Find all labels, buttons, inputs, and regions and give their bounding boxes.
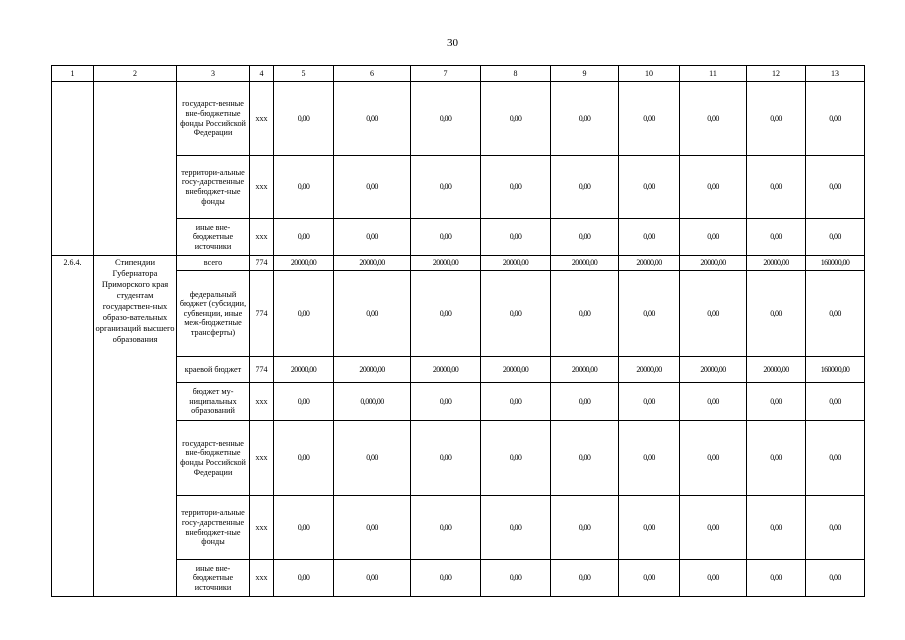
value-cell: 0,00	[411, 383, 481, 421]
value-cell: 0,00	[747, 219, 806, 256]
value-cell: 0,00	[680, 271, 747, 357]
value-cell: 0,00	[806, 560, 865, 597]
code-cell: 774	[250, 256, 274, 271]
empty-number-cell	[52, 82, 94, 256]
value-cell: 0,00	[619, 219, 680, 256]
funding-source-cell: государст-венные вне-бюджетные фонды Российской Федерации	[177, 82, 250, 156]
value-cell: 20000,00	[274, 357, 334, 383]
value-cell: 0,00	[334, 156, 411, 219]
header-cell-6: 6	[334, 66, 411, 82]
value-cell: 0,00	[806, 82, 865, 156]
value-cell: 0,00	[619, 82, 680, 156]
value-cell: 0,00	[334, 421, 411, 496]
header-cell-10: 10	[619, 66, 680, 82]
value-cell: 0,00	[806, 219, 865, 256]
value-cell: 0,00	[747, 82, 806, 156]
value-cell: 20000,00	[680, 256, 747, 271]
value-cell: 0,00	[747, 496, 806, 560]
value-cell: 0,00	[411, 156, 481, 219]
value-cell: 20000,00	[411, 357, 481, 383]
value-cell: 20000,00	[334, 256, 411, 271]
empty-name-cell	[94, 82, 177, 256]
value-cell: 20000,00	[747, 256, 806, 271]
value-cell: 0,000,00	[334, 383, 411, 421]
value-cell: 0,00	[747, 560, 806, 597]
value-cell: 0,00	[481, 383, 551, 421]
value-cell: 0,00	[481, 82, 551, 156]
value-cell: 0,00	[806, 383, 865, 421]
code-cell: ххх	[250, 82, 274, 156]
value-cell: 0,00	[334, 496, 411, 560]
value-cell: 0,00	[411, 560, 481, 597]
header-cell-11: 11	[680, 66, 747, 82]
value-cell: 0,00	[619, 271, 680, 357]
value-cell: 0,00	[619, 560, 680, 597]
code-cell: ххх	[250, 219, 274, 256]
header-cell-13: 13	[806, 66, 865, 82]
value-cell: 20000,00	[334, 357, 411, 383]
value-cell: 0,00	[551, 219, 619, 256]
code-cell: ххх	[250, 383, 274, 421]
funding-source-cell: иные вне-бюджетные источники	[177, 219, 250, 256]
value-cell: 0,00	[481, 560, 551, 597]
code-cell: ххх	[250, 560, 274, 597]
value-cell: 0,00	[274, 560, 334, 597]
value-cell: 20000,00	[411, 256, 481, 271]
value-cell: 0,00	[334, 271, 411, 357]
budget-table	[51, 65, 865, 597]
header-cell-8: 8	[481, 66, 551, 82]
value-cell: 0,00	[680, 560, 747, 597]
value-cell: 0,00	[551, 496, 619, 560]
value-cell: 0,00	[334, 560, 411, 597]
value-cell: 0,00	[747, 421, 806, 496]
value-cell: 0,00	[411, 496, 481, 560]
value-cell: 20000,00	[747, 357, 806, 383]
value-cell: 0,00	[274, 421, 334, 496]
value-cell: 0,00	[747, 383, 806, 421]
value-cell: 0,00	[411, 219, 481, 256]
value-cell: 0,00	[551, 383, 619, 421]
value-cell: 0,00	[747, 156, 806, 219]
value-cell: 0,00	[551, 560, 619, 597]
code-cell: ххх	[250, 421, 274, 496]
funding-source-cell: иные вне-бюджетные источники	[177, 560, 250, 597]
value-cell: 160000,00	[806, 357, 865, 383]
value-cell: 0,00	[411, 421, 481, 496]
value-cell: 0,00	[619, 496, 680, 560]
header-cell-4: 4	[250, 66, 274, 82]
value-cell: 20000,00	[481, 256, 551, 271]
funding-source-cell: бюджет му-ниципальных образований	[177, 383, 250, 421]
value-cell: 0,00	[619, 383, 680, 421]
value-cell: 20000,00	[274, 256, 334, 271]
funding-source-cell: всего	[177, 256, 250, 271]
value-cell: 0,00	[274, 219, 334, 256]
value-cell: 0,00	[747, 271, 806, 357]
value-cell: 0,00	[806, 156, 865, 219]
value-cell: 0,00	[806, 271, 865, 357]
value-cell: 0,00	[274, 271, 334, 357]
header-row	[52, 66, 865, 82]
value-cell: 0,00	[619, 156, 680, 219]
value-cell: 0,00	[481, 156, 551, 219]
funding-source-cell: территори-альные госу-дарственные внебюджет-ные фонды	[177, 496, 250, 560]
value-cell: 20000,00	[551, 357, 619, 383]
code-cell: 774	[250, 271, 274, 357]
value-cell: 0,00	[274, 383, 334, 421]
value-cell: 0,00	[334, 82, 411, 156]
value-cell: 0,00	[551, 156, 619, 219]
value-cell: 0,00	[274, 496, 334, 560]
value-cell: 0,00	[481, 496, 551, 560]
value-cell: 20000,00	[619, 357, 680, 383]
value-cell: 0,00	[551, 421, 619, 496]
value-cell: 0,00	[551, 82, 619, 156]
value-cell: 0,00	[680, 383, 747, 421]
header-cell-2: 2	[94, 66, 177, 82]
value-cell: 0,00	[806, 496, 865, 560]
header-cell-3: 3	[177, 66, 250, 82]
funding-source-cell: государст-венные вне-бюджетные фонды Российской Федерации	[177, 421, 250, 496]
page-number: 30	[447, 37, 458, 49]
value-cell: 20000,00	[551, 256, 619, 271]
code-cell: ххх	[250, 496, 274, 560]
value-cell: 0,00	[411, 271, 481, 357]
header-cell-5: 5	[274, 66, 334, 82]
value-cell: 0,00	[551, 271, 619, 357]
value-cell: 0,00	[680, 82, 747, 156]
header-cell-12: 12	[747, 66, 806, 82]
code-cell: 774	[250, 357, 274, 383]
value-cell: 0,00	[481, 421, 551, 496]
value-cell: 0,00	[680, 496, 747, 560]
header-cell-1: 1	[52, 66, 94, 82]
item-number-cell: 2.6.4.	[52, 256, 94, 597]
header-cell-7: 7	[411, 66, 481, 82]
value-cell: 20000,00	[619, 256, 680, 271]
value-cell: 160000,00	[806, 256, 865, 271]
funding-source-cell: территори-альные госу-дарственные внебюджет-ные фонды	[177, 156, 250, 219]
code-cell: ххх	[250, 156, 274, 219]
value-cell: 0,00	[680, 421, 747, 496]
value-cell: 0,00	[334, 219, 411, 256]
table-row	[52, 256, 865, 271]
value-cell: 0,00	[411, 82, 481, 156]
value-cell: 0,00	[274, 156, 334, 219]
table-row	[52, 82, 865, 156]
header-cell-9: 9	[551, 66, 619, 82]
value-cell: 0,00	[274, 82, 334, 156]
value-cell: 0,00	[619, 421, 680, 496]
value-cell: 0,00	[680, 219, 747, 256]
funding-source-cell: федеральный бюджет (субсидии, субвенции, иные меж-бюджетные трансферты)	[177, 271, 250, 357]
value-cell: 20000,00	[481, 357, 551, 383]
value-cell: 0,00	[680, 156, 747, 219]
item-name-cell: Стипендии Губернатора Приморского края студентам государствен-ных образо-вательных организаций высшего образования	[94, 256, 177, 597]
value-cell: 0,00	[806, 421, 865, 496]
value-cell: 20000,00	[680, 357, 747, 383]
funding-source-cell: краевой бюджет	[177, 357, 250, 383]
value-cell: 0,00	[481, 219, 551, 256]
value-cell: 0,00	[481, 271, 551, 357]
